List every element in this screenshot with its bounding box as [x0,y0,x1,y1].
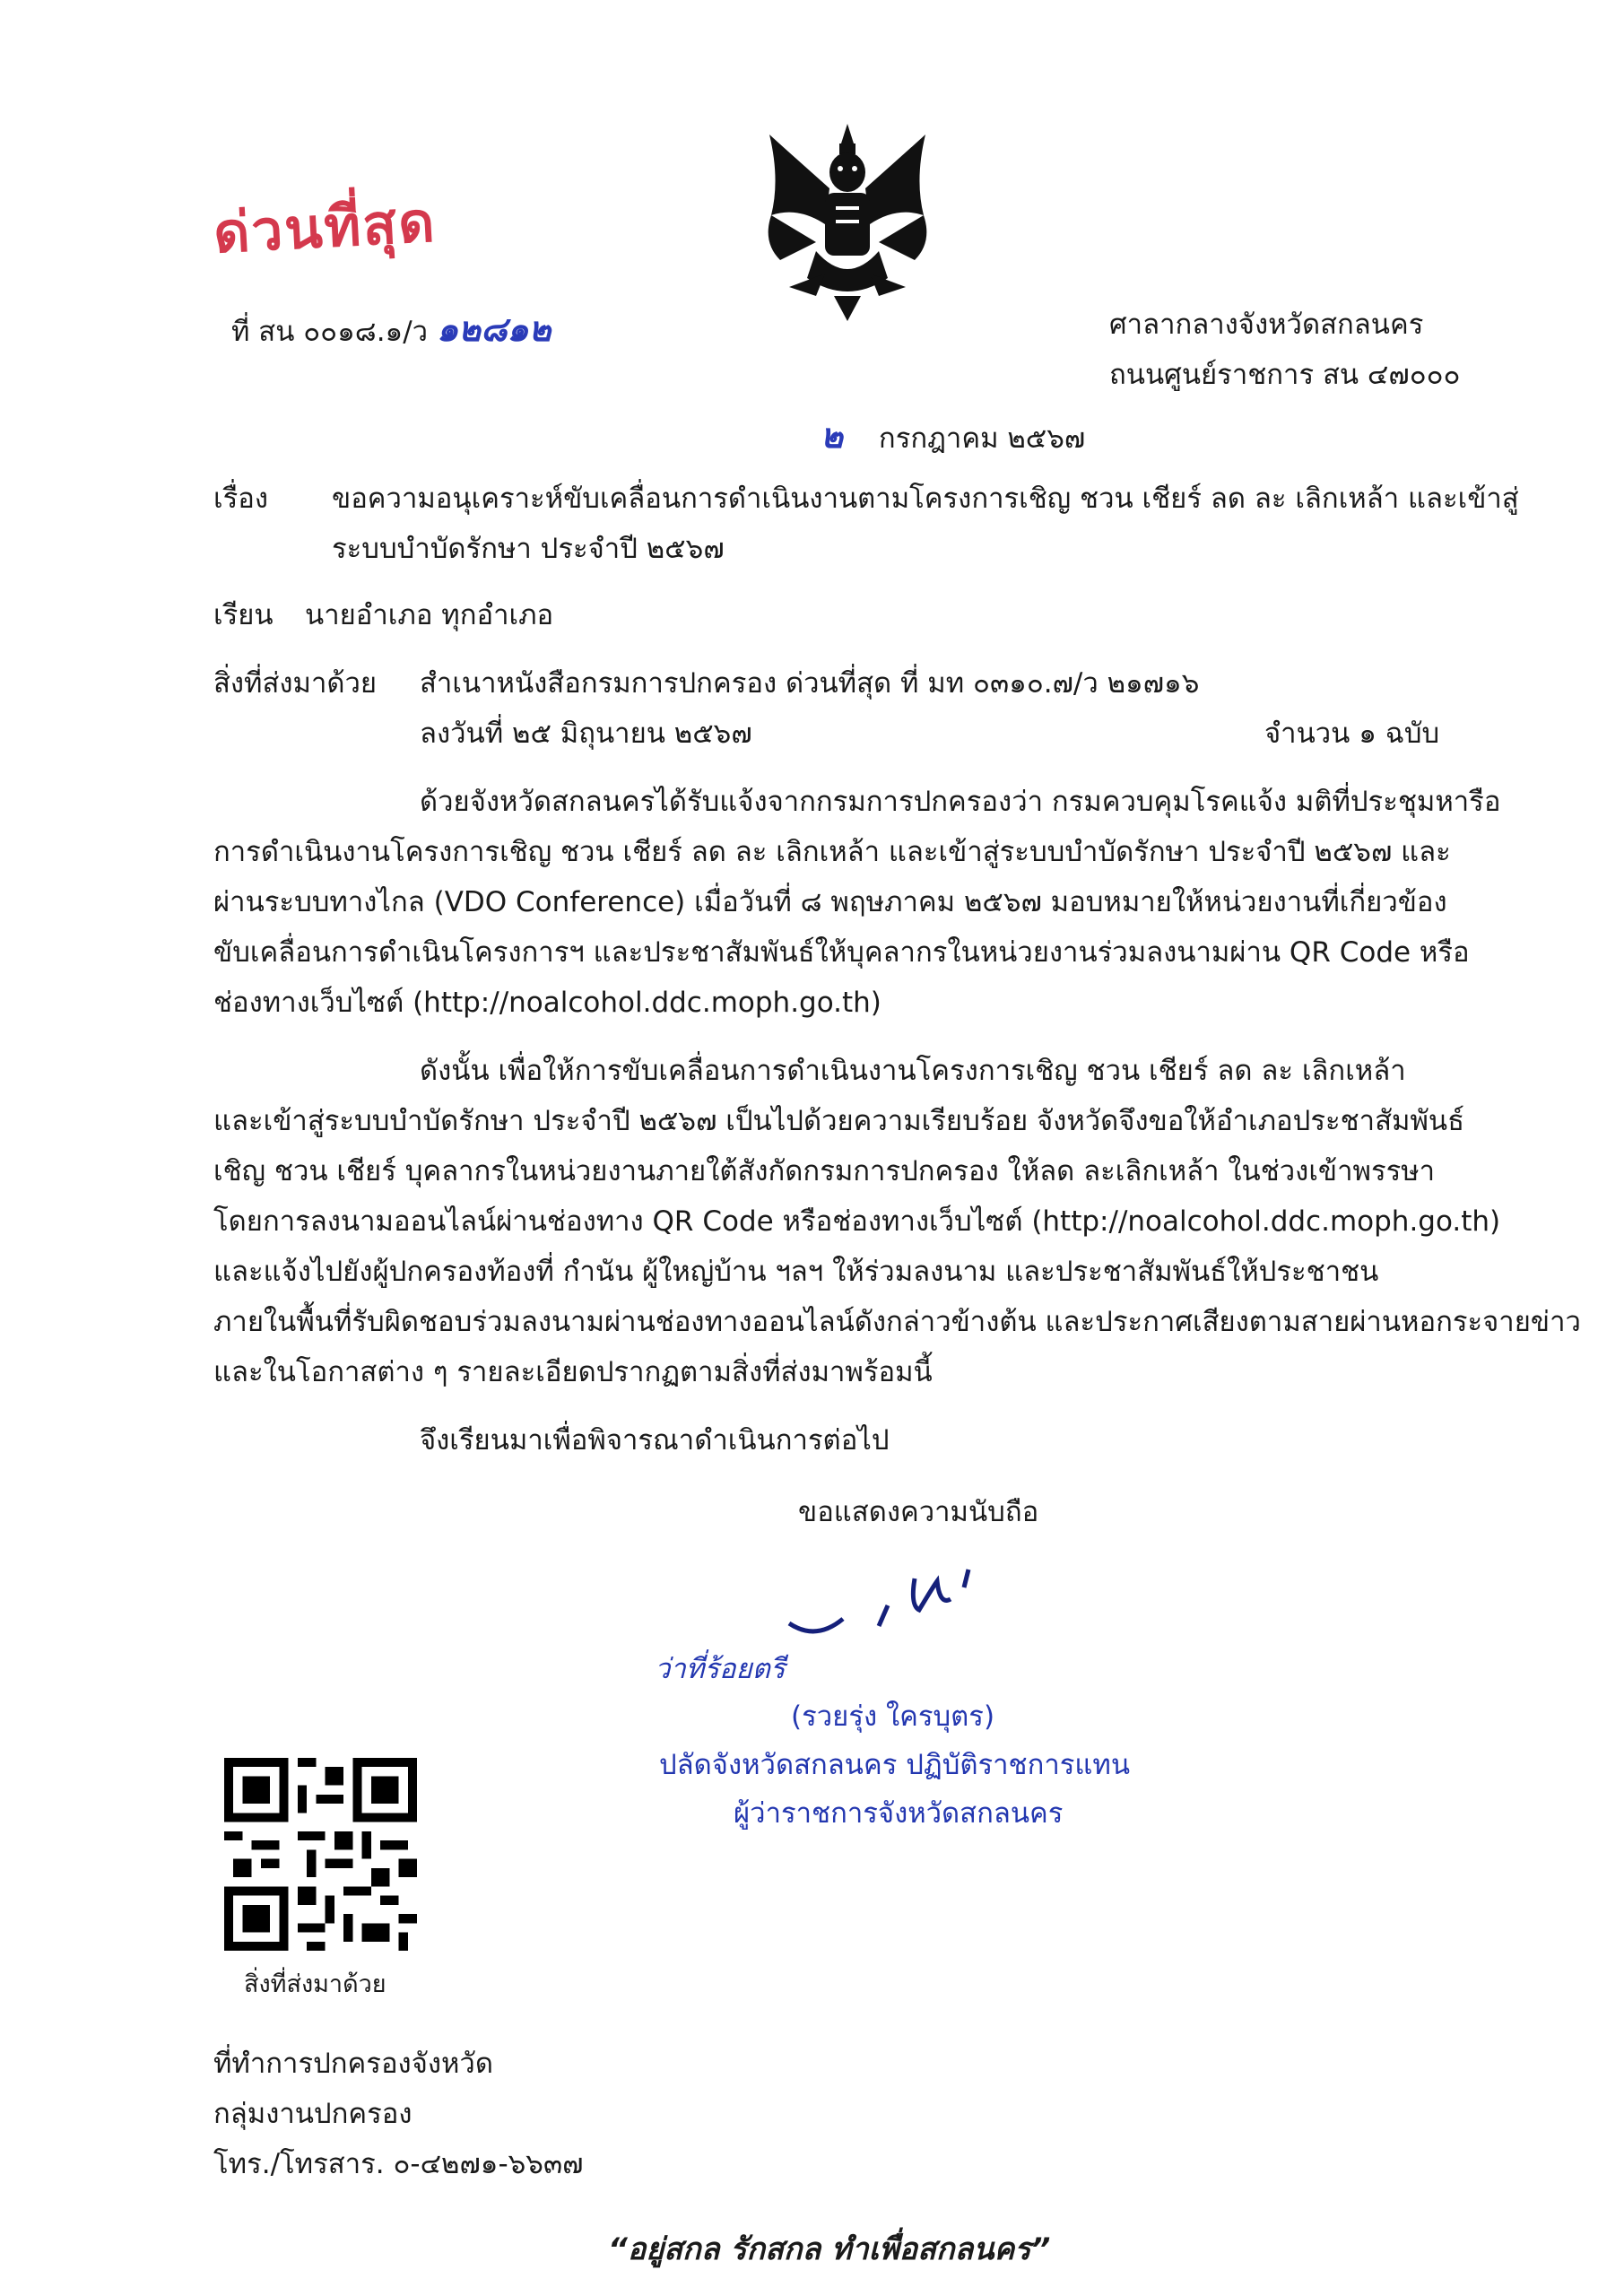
para1-line: ด้วยจังหวัดสกลนครได้รับแจ้งจากกรมการปกครองว่า กรมควบคุมโรคแจ้ง มติที่ประชุมหารือ [420,786,1501,818]
garuda-emblem [753,117,942,323]
urgent-stamp: ด่วนที่สุด [212,188,439,266]
qr-code [224,1758,417,1951]
para2-line: ภายในพื้นที่รับผิดชอบร่วมลงนามผ่านช่องทางออนไลน์ดังกล่าวข้างต้น และประกาศเสียงตามสายผ่านหอกระจายข่าว [213,1306,1581,1338]
office-address-line2: ถนนศูนย์ราชการ สน ๔๗๐๐๐ [1109,359,1461,391]
enclosure-label: สิ่งที่ส่งมาด้วย [213,667,378,700]
signer-name: (รวยรุ่ง ใครบุตร) [791,1700,995,1733]
enclosure-count: จำนวน ๑ ฉบับ [1264,718,1440,750]
subject-line2: ระบบบำบัดรักษา ประจำปี ๒๕๖๗ [332,533,725,565]
closing-line: จึงเรียนมาเพื่อพิจารณาดำเนินการต่อไป [420,1424,890,1457]
handwritten-signature [780,1556,1013,1646]
enclosure-line2: ลงวันที่ ๒๕ มิถุนายน ๒๕๖๗ [420,718,752,750]
para2-line: และแจ้งไปยังผู้ปกครองท้องที่ กำนัน ผู้ใหญ่บ้าน ฯลฯ ให้ร่วมลงนาม และประชาสัมพันธ์ให้ประชาชน [213,1256,1379,1288]
to-label: เรียน [213,599,274,631]
para2-line: และในโอกาสต่าง ๆ รายละเอียดปรากฏตามสิ่งที่ส่งมาพร้อมนี้ [213,1356,933,1388]
para2-line: โดยการลงนามออนไลน์ผ่านช่องทาง QR Code หรือช่องทางเว็บไซต์ (http://noalcohol.ddc.moph.go.th) [213,1205,1501,1238]
reference-handwritten-number: ๑๒๘๑๒ [436,309,551,349]
reference-number [231,301,551,356]
footer-office: ที่ทำการปกครองจังหวัด [213,2048,493,2080]
footer-phone: โทร./โทรสาร. ๐-๔๒๗๑-๖๖๓๗ [213,2148,584,2180]
date-day-handwritten: ๒ [821,416,844,456]
subject-label: เรื่อง [213,483,269,515]
reference-label: ที่ สน ๐๐๑๘.๑/ว [231,316,429,348]
para1-line: การดำเนินงานโครงการเชิญ ชวน เชียร์ ลด ละ เลิกเหล้า และเข้าสู่ระบบบำบัดรักษา ประจำปี ๒๕๖๗ และ [213,836,1451,868]
office-address-line1: ศาลากลางจังหวัดสกลนคร [1109,309,1424,341]
signer-position2: ผู้ว่าราชการจังหวัดสกลนคร [734,1797,1064,1830]
para1-line: ช่องทางเว็บไซต์ (http://noalcohol.ddc.moph.go.th) [213,987,881,1019]
para1-line: ผ่านระบบทางไกล (VDO Conference) เมื่อวันที่ ๘ พฤษภาคม ๒๕๖๗ มอบหมายให้หน่วยงานที่เกี่ยวข้อง [213,886,1447,918]
provincial-motto: “อยู่สกล รักสกล ทำเพื่อสกลนคร” [608,2231,1051,2267]
letter-date [821,408,1085,463]
signer-position1: ปลัดจังหวัดสกลนคร ปฏิบัติราชการแทน [659,1749,1131,1781]
para1-line: ขับเคลื่อนการดำเนินโครงการฯ และประชาสัมพันธ์ให้บุคลากรในหน่วยงานร่วมลงนามผ่าน QR Code หรือ [213,936,1470,969]
para2-line: เชิญ ชวน เชียร์ บุคลากรในหน่วยงานภายใต้สังกัดกรมการปกครอง ให้ลด ละเลิกเหล้า ในช่วงเข้าพรรษา [213,1155,1436,1187]
qr-caption: สิ่งที่ส่งมาด้วย [244,1970,386,1998]
subject-line1: ขอความอนุเคราะห์ขับเคลื่อนการดำเนินงานตามโครงการเชิญ ชวน เชียร์ ลด ละ เลิกเหล้า และเข้าสู่ [332,483,1519,515]
to-recipient: นายอำเภอ ทุกอำเภอ [305,599,554,631]
footer-division: กลุ่มงานปกครอง [213,2098,413,2130]
signer-rank: ว่าที่ร้อยตรี [655,1653,786,1685]
para2-line: ดังนั้น เพื่อให้การขับเคลื่อนการดำเนินงานโครงการเชิญ ชวน เชียร์ ลด ละ เลิกเหล้า [420,1055,1406,1087]
enclosure-line1: สำเนาหนังสือกรมการปกครอง ด่วนที่สุด ที่ มท ๐๓๑๐.๗/ว ๒๑๗๑๖ [420,667,1200,700]
para2-line: และเข้าสู่ระบบบำบัดรักษา ประจำปี ๒๕๖๗ เป็นไปด้วยความเรียบร้อย จังหวัดจึงขอให้อำเภอประชาสัมพันธ์ [213,1105,1464,1137]
regards: ขอแสดงความนับถือ [798,1496,1039,1528]
date-month-year: กรกฎาคม ๒๕๖๗ [878,422,1086,455]
